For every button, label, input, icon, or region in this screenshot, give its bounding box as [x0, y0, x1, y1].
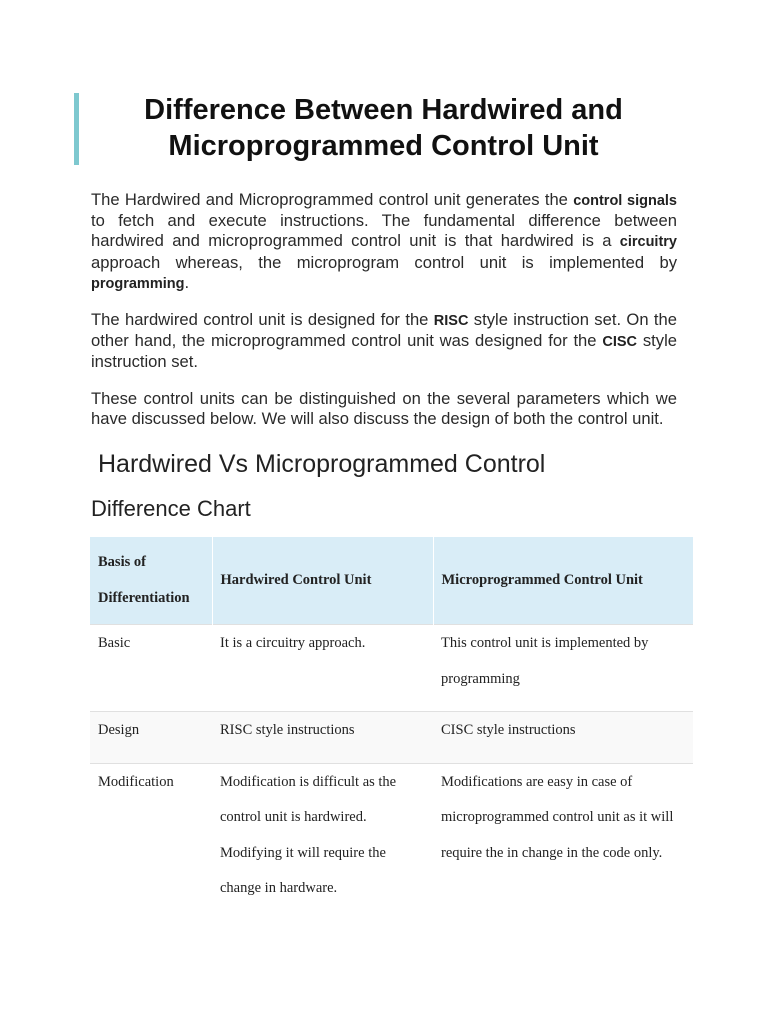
bold-term-control-signals: control signals: [573, 193, 677, 209]
section-heading: Hardwired Vs Microprogrammed Control: [98, 450, 546, 478]
table-header-cell: Hardwired Control Unit: [212, 537, 433, 625]
table-header-row: [90, 537, 693, 625]
title-block: [74, 93, 692, 165]
table-cell: Basic: [98, 635, 131, 651]
intro-text: .: [184, 272, 190, 292]
table-header-cell: Microprogrammed Control Unit: [433, 537, 693, 625]
intro-text: style instruction set.: [91, 331, 677, 372]
table-cell: Design: [98, 722, 140, 738]
table-header-cell: Basis of Differentiation: [90, 537, 212, 625]
intro-paragraph-1: [91, 190, 677, 294]
intro-text: The Hardwired and Microprogrammed control unit generates the: [91, 190, 574, 209]
table-cell: Modifications are easy in case of microprogrammed control unit as it will require the in change in the code only.: [441, 773, 674, 861]
intro-text: style instruction set. On the other hand, the microprogrammed control unit was designed for the: [91, 310, 678, 351]
table-cell: CISC style instructions: [441, 722, 576, 738]
table-cell: It is a circuitry approach.: [220, 635, 366, 651]
intro-paragraph-3: These control units can be distinguished on the several parameters which we have discussed below. We will also discuss the design of both the control unit.: [91, 389, 677, 429]
intro-text: approach whereas, the microprogram control unit is implemented by: [91, 252, 677, 272]
table-row: [90, 763, 693, 921]
subheading: Difference Chart: [91, 496, 251, 521]
table-cell: This control unit is implemented by programming: [441, 635, 649, 687]
intro-paragraph-2: [91, 310, 677, 373]
title-accent-bar: [74, 93, 79, 165]
table-row: [90, 712, 693, 764]
bold-term-programming: programming: [91, 275, 185, 292]
table-cell: RISC style instructions: [220, 722, 355, 738]
page-title: Difference Between Hardwired and Microprogrammed Control Unit: [144, 94, 623, 162]
table-row: [90, 625, 693, 712]
table-cell: Modification: [98, 773, 174, 790]
difference-table: [90, 537, 693, 921]
bold-term-risc: RISC: [433, 313, 469, 329]
intro-text: to fetch and execute instructions. The fundamental difference between hardwired and microprogrammed control unit is that hardwired is a: [91, 211, 677, 251]
bold-term-cisc: CISC: [602, 334, 638, 351]
table-cell: Modification is difficult as the control unit is hardwired. Modifying it will require the change in hardware.: [220, 773, 397, 896]
bold-term-circuitry: circuitry: [619, 234, 677, 251]
intro-text: The hardwired control unit is designed for the: [91, 310, 434, 329]
